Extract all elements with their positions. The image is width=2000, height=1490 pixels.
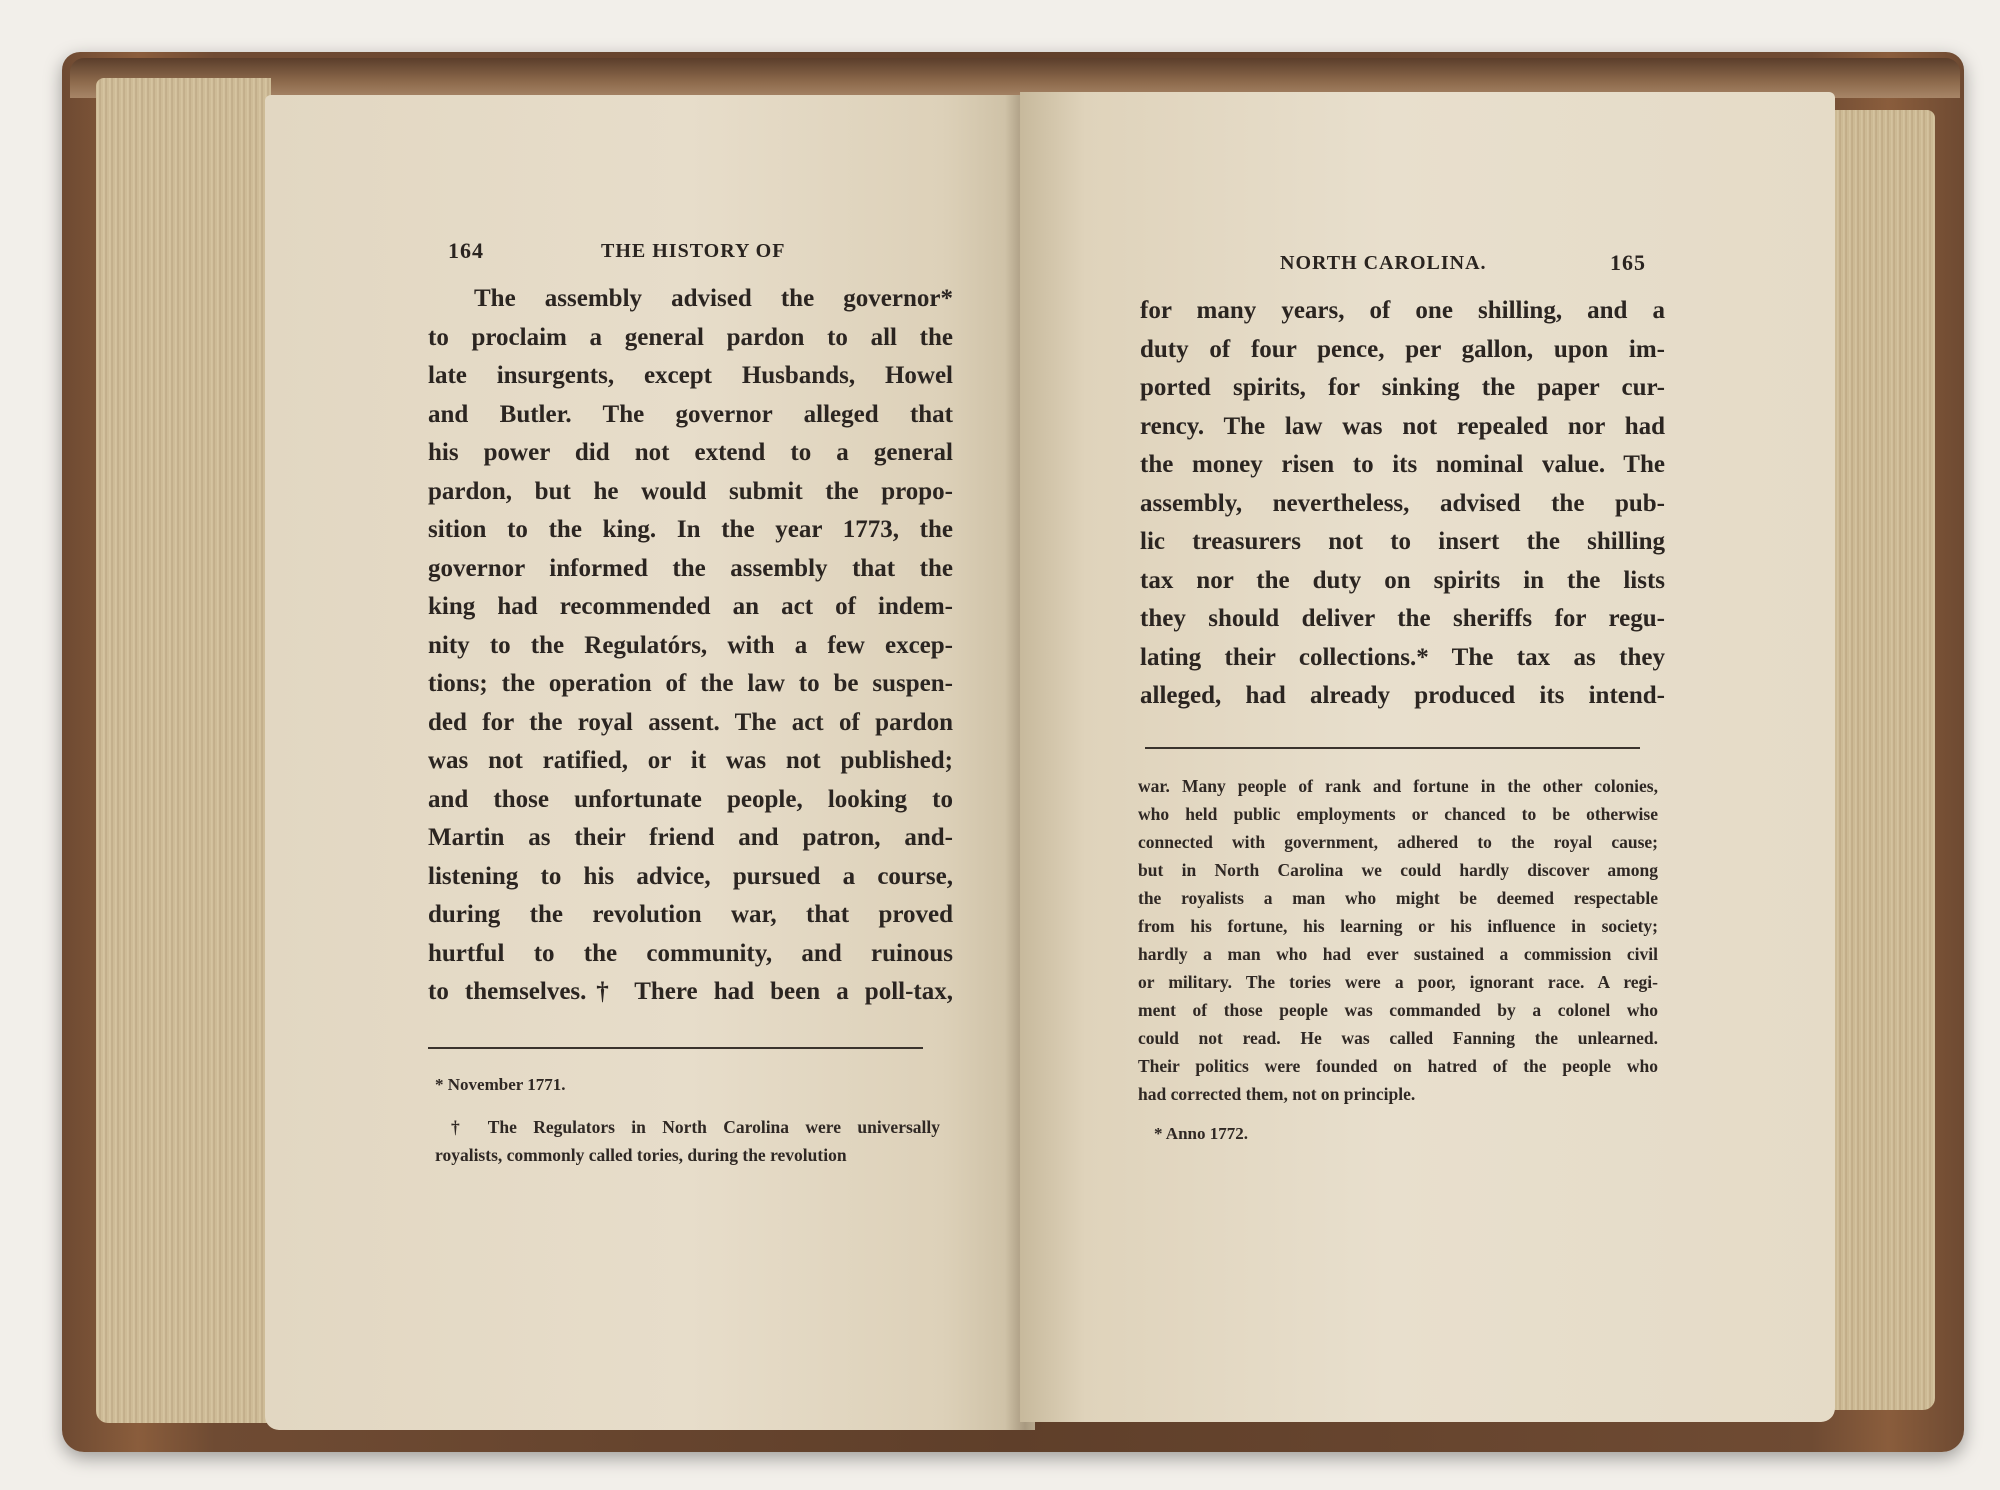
text-line: late insurgents, except Husbands, Howel [428, 362, 953, 389]
text-line: sition to the king. In the year 1773, the [428, 516, 953, 543]
text-line: listening to his advice, pursued a course, [428, 862, 953, 890]
text-line: duty of four pence, per gallon, upon im- [1140, 335, 1665, 363]
right-running-head: NORTH CAROLINA. [1280, 252, 1487, 274]
footnote-line: from his fortune, his learning or his influence in society; [1138, 916, 1658, 936]
text-line: and Butler. The governor alleged that [428, 400, 953, 428]
footnote-rule [428, 1047, 923, 1049]
text-line: hurtful to the community, and ruinous [428, 939, 953, 967]
footnote-line: hardly a man who had ever sustained a commission civil [1138, 944, 1658, 964]
text-line: tions; the operation of the law to be suspen- [428, 670, 953, 697]
footnote-line: Their politics were founded on hatred of the people who [1138, 1056, 1658, 1076]
left-running-head: THE HISTORY OF [601, 240, 786, 262]
text-line: lating their collections.* The tax as they [1140, 643, 1665, 671]
text-line: lic treasurers not to insert the shilling [1140, 528, 1665, 555]
text-line: pardon, but he would submit the propo- [428, 477, 953, 505]
text-line: ded for the royal assent. The act of pardon [428, 708, 953, 736]
text-line: assembly, nevertheless, advised the pub- [1140, 489, 1665, 517]
right-footnotes [1138, 772, 1658, 1148]
left-page [265, 95, 1035, 1430]
text-line: was not ratified, or it was not published; [428, 747, 953, 774]
left-body-text [428, 280, 953, 1012]
footnote-line: had corrected them, not on principle. [1138, 1084, 1416, 1104]
footnote-line: or military. The tories were a poor, ignorant race. A regi- [1138, 972, 1658, 992]
footnote: * Anno 1772. [1154, 1124, 1248, 1143]
right-page [1020, 92, 1835, 1422]
left-page-edges [96, 78, 271, 1423]
text-line: the money risen to its nominal value. The [1140, 451, 1665, 478]
text-line: for many years, of one shilling, and a [1140, 297, 1665, 324]
footnote-line: but in North Carolina we could hardly discover among [1138, 860, 1658, 880]
left-footnotes [435, 1075, 940, 1169]
footnote-line: war. Many people of rank and fortune in the other colonies, [1138, 776, 1658, 796]
text-line: The assembly advised the governor* [474, 285, 953, 312]
footnote-line: could not read. He was called Fanning the unlearned. [1138, 1028, 1658, 1048]
footnote-line: ment of those people was commanded by a colonel who [1138, 1000, 1658, 1020]
text-line: tax nor the duty on spirits in the lists [1140, 566, 1665, 594]
text-line: his power did not extend to a general [428, 439, 953, 466]
text-line: governor informed the assembly that the [428, 554, 953, 582]
text-line: nity to the Regulatórs, with a few excep- [428, 631, 953, 659]
right-page-number: 165 [1610, 250, 1646, 275]
text-line: during the revolution war, that proved [428, 901, 953, 928]
text-line: and those unfortunate people, looking to [428, 785, 953, 813]
right-page-edges [1830, 110, 1935, 1410]
right-body-text [1140, 292, 1665, 716]
text-line: alleged, had already produced its intend- [1140, 682, 1665, 709]
text-line: they should deliver the sheriffs for regu- [1140, 605, 1665, 632]
footnote-line: the royalists a man who might be deemed respectable [1138, 888, 1658, 908]
text-line: Martin as their friend and patron, and- [428, 824, 953, 851]
footnote: * November 1771. [435, 1075, 566, 1094]
text-line: to proclaim a general pardon to all the [428, 323, 953, 351]
footnote-line: connected with government, adhered to the royal cause; [1138, 832, 1658, 852]
text-line: king had recommended an act of indem- [428, 593, 953, 620]
footnote-line: who held public employments or chanced to be otherwise [1138, 804, 1658, 824]
footnote-line: royalists, commonly called tories, during the revolution [435, 1145, 847, 1165]
left-page-number: 164 [448, 238, 484, 263]
text-line: ported spirits, for sinking the paper cur- [1140, 374, 1665, 401]
footnote-rule [1145, 747, 1640, 749]
text-line: rency. The law was not repealed nor had [1140, 412, 1665, 440]
footnote-line: † The Regulators in North Carolina were universally [451, 1117, 940, 1137]
text-line: to themselves.† There had been a poll-tax, [428, 978, 953, 1005]
